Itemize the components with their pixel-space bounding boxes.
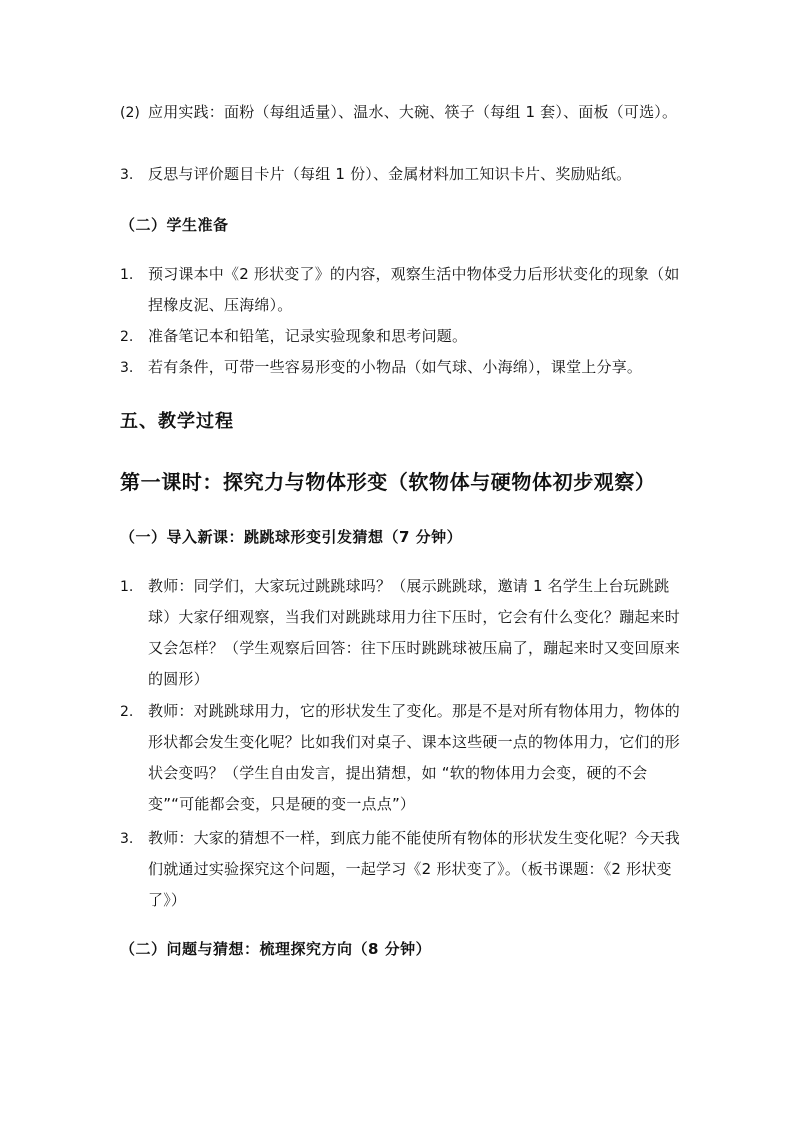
list-number: 1. — [120, 579, 134, 595]
list-text: 准备笔记本和铅笔，记录实验现象和思考问题。 — [148, 327, 468, 345]
list-text: 若有条件，可带一些容易形变的小物品（如气球、小海绵），课堂上分享。 — [148, 358, 643, 376]
list-number: 1. — [120, 267, 134, 283]
list-text: 教师：对跳跳球用力，它的形状发生了变化。那是不是对所有物体用力，物体的形状都会发生变化呢？比如我们对桌子、课本这些硬一点的物体用力，它们的形状会变吗？（学生自由发言，提出猜想，如 “软的物体用力会变，硬的不会变”“可能都会变，只是硬的变一点点”） — [148, 702, 681, 813]
list-text: 教师：大家的猜想不一样，到底力能不能使所有物体的形状发生变化呢？今天我们就通过实验探究这个问题，一起学习《2 形状变了》。（板书课题：《2 形状变了》） — [148, 829, 681, 909]
list-number: 2. — [120, 329, 134, 345]
intro-heading: （一）导入新课：跳跳球形变引发猜想（7 分钟） — [120, 528, 463, 546]
list-text: 教师：同学们，大家玩过跳跳球吗？（展示跳跳球，邀请 1 名学生上台玩跳跳球）大家仔细观察，当我们对跳跳球用力往下压时，它会有什么变化？蹦起来时又会怎样？（学生观察后回答：往下压时跳跳球被压扁了，蹦起来时又变回原来的圆形） — [148, 577, 681, 688]
list-number: 3. — [120, 167, 134, 183]
list-number: 2. — [120, 704, 134, 720]
student-prep-heading: （二）学生准备 — [120, 216, 229, 234]
list-text: 预习课本中《2 形状变了》的内容，观察生活中物体受力后形状变化的现象（如捏橡皮泥、压海绵）。 — [148, 265, 680, 314]
lesson-title: 第一课时：探究力与物体形变（软物体与硬物体初步观察） — [120, 470, 656, 494]
list-number: 3. — [120, 360, 134, 376]
question-heading: （二）问题与猜想：梳理探究方向（8 分钟） — [120, 940, 432, 958]
list-number: 3. — [120, 831, 134, 847]
list-text: 反思与评价题目卡片（每组 1 份）、金属材料加工知识卡片、奖励贴纸。 — [148, 165, 632, 183]
section-title: 五、教学过程 — [120, 411, 234, 432]
list-text: 应用实践：面粉（每组适量）、温水、大碗、筷子（每组 1 套）、面板（可选）。 — [148, 103, 678, 121]
list-number: (2) — [120, 105, 140, 121]
